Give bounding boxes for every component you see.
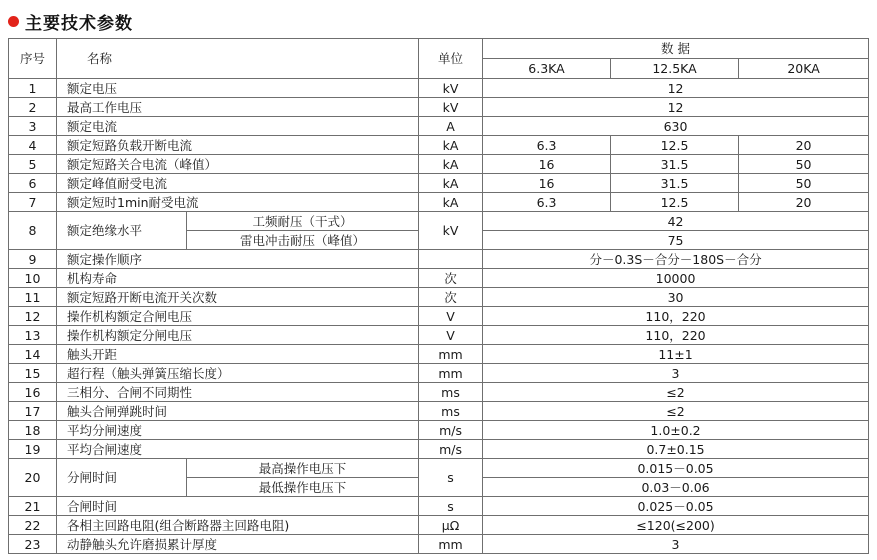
row-value: ≤120(≤200)	[483, 516, 869, 535]
row-name: 额定短路关合电流（峰值）	[57, 155, 419, 174]
table-row	[9, 288, 869, 307]
row-value: 30	[483, 288, 869, 307]
row-name: 额定操作顺序	[57, 250, 419, 269]
table-row	[9, 383, 869, 402]
row-value: 12	[483, 79, 869, 98]
row-unit: kV	[419, 79, 483, 98]
row-unit: m/s	[419, 440, 483, 459]
table-row	[9, 364, 869, 383]
table-row	[9, 193, 869, 212]
table-row	[9, 307, 869, 326]
row-value: 0.7±0.15	[483, 440, 869, 459]
row-value: 1.0±0.2	[483, 421, 869, 440]
table-row	[9, 79, 869, 98]
header-col-6-3ka: 6.3KA	[483, 59, 611, 79]
row-value: 110，220	[483, 326, 869, 345]
row-no: 23	[9, 535, 57, 554]
row-no: 16	[9, 383, 57, 402]
table-row	[9, 98, 869, 117]
row-value: 630	[483, 117, 869, 136]
row-sub-label: 最低操作电压下	[187, 478, 419, 497]
row-value: 110，220	[483, 307, 869, 326]
row-value-6-3ka: 6.3	[483, 136, 611, 155]
table-row	[9, 136, 869, 155]
row-name: 平均分闸速度	[57, 421, 419, 440]
row-no: 7	[9, 193, 57, 212]
row-no: 12	[9, 307, 57, 326]
row-unit: mm	[419, 535, 483, 554]
row-no: 6	[9, 174, 57, 193]
header-unit: 单位	[419, 39, 483, 79]
row-no: 8	[9, 212, 57, 250]
row-value: 11±1	[483, 345, 869, 364]
table-row	[9, 459, 869, 478]
row-unit: kA	[419, 193, 483, 212]
row-value: 3	[483, 535, 869, 554]
header-col-12-5ka: 12.5KA	[611, 59, 739, 79]
row-unit: s	[419, 497, 483, 516]
row-no: 20	[9, 459, 57, 497]
table-row	[9, 421, 869, 440]
row-value-12-5ka: 12.5	[611, 136, 739, 155]
row-unit	[419, 250, 483, 269]
row-value-12-5ka: 12.5	[611, 193, 739, 212]
header-col-20ka: 20KA	[739, 59, 869, 79]
row-name: 超行程（触头弹簧压缩长度）	[57, 364, 419, 383]
table-row	[9, 440, 869, 459]
row-name: 触头开距	[57, 345, 419, 364]
table-row	[9, 212, 869, 231]
table-row	[9, 345, 869, 364]
row-value-20ka: 20	[739, 136, 869, 155]
row-no: 22	[9, 516, 57, 535]
row-value: 0.025－0.05	[483, 497, 869, 516]
row-name: 操作机构额定分闸电压	[57, 326, 419, 345]
row-sub-label: 雷电冲击耐压（峰值）	[187, 231, 419, 250]
row-unit: kA	[419, 174, 483, 193]
table-row	[9, 497, 869, 516]
row-value-20ka: 50	[739, 174, 869, 193]
table-row	[9, 155, 869, 174]
row-value: 0.015－0.05	[483, 459, 869, 478]
row-unit: V	[419, 307, 483, 326]
spec-table	[8, 38, 869, 554]
row-value: 42	[483, 212, 869, 231]
table-row	[9, 326, 869, 345]
row-no: 18	[9, 421, 57, 440]
row-unit: A	[419, 117, 483, 136]
row-name: 三相分、合闸不同期性	[57, 383, 419, 402]
header-row	[9, 39, 869, 59]
row-value-12-5ka: 31.5	[611, 174, 739, 193]
row-unit: ms	[419, 383, 483, 402]
row-name: 额定电压	[57, 79, 419, 98]
row-value: 0.03－0.06	[483, 478, 869, 497]
bullet-icon	[8, 16, 19, 27]
row-no: 5	[9, 155, 57, 174]
row-name: 额定绝缘水平	[57, 212, 187, 250]
row-unit: s	[419, 459, 483, 497]
row-value-6-3ka: 6.3	[483, 193, 611, 212]
row-name: 额定电流	[57, 117, 419, 136]
row-unit: kV	[419, 212, 483, 250]
row-value: ≤2	[483, 402, 869, 421]
row-unit: V	[419, 326, 483, 345]
row-value-20ka: 20	[739, 193, 869, 212]
row-no: 1	[9, 79, 57, 98]
table-row	[9, 117, 869, 136]
row-no: 17	[9, 402, 57, 421]
row-no: 15	[9, 364, 57, 383]
row-sub-label: 工频耐压（干式）	[187, 212, 419, 231]
row-value-12-5ka: 31.5	[611, 155, 739, 174]
row-no: 14	[9, 345, 57, 364]
row-unit: kA	[419, 136, 483, 155]
row-name: 平均合闸速度	[57, 440, 419, 459]
row-no: 21	[9, 497, 57, 516]
row-name: 机构寿命	[57, 269, 419, 288]
table-row	[9, 402, 869, 421]
row-value: 12	[483, 98, 869, 117]
row-name: 额定短路开断电流开关次数	[57, 288, 419, 307]
row-value: ≤2	[483, 383, 869, 402]
row-unit: mm	[419, 345, 483, 364]
row-unit: 次	[419, 288, 483, 307]
row-no: 11	[9, 288, 57, 307]
row-no: 9	[9, 250, 57, 269]
row-value: 10000	[483, 269, 869, 288]
row-name: 触头合闸弹跳时间	[57, 402, 419, 421]
row-name: 操作机构额定合闸电压	[57, 307, 419, 326]
row-unit: μΩ	[419, 516, 483, 535]
row-no: 4	[9, 136, 57, 155]
row-value-20ka: 50	[739, 155, 869, 174]
row-name: 最高工作电压	[57, 98, 419, 117]
row-no: 19	[9, 440, 57, 459]
row-value-6-3ka: 16	[483, 155, 611, 174]
row-name: 合闸时间	[57, 497, 419, 516]
row-name: 额定短时1min耐受电流	[57, 193, 419, 212]
row-no: 3	[9, 117, 57, 136]
row-unit: ms	[419, 402, 483, 421]
row-value: 3	[483, 364, 869, 383]
row-no: 2	[9, 98, 57, 117]
section-title	[8, 8, 133, 34]
table-row	[9, 174, 869, 193]
row-sub-label: 最高操作电压下	[187, 459, 419, 478]
row-name: 动静触头允许磨损累计厚度	[57, 535, 419, 554]
header-no: 序号	[9, 39, 57, 79]
row-value: 75	[483, 231, 869, 250]
row-name: 各相主回路电阻(组合断路器主回路电阻)	[57, 516, 419, 535]
header-data: 数 据	[483, 39, 869, 59]
page-title: 主要技术参数	[25, 13, 133, 34]
row-value-6-3ka: 16	[483, 174, 611, 193]
table-row	[9, 516, 869, 535]
row-no: 13	[9, 326, 57, 345]
row-unit: kA	[419, 155, 483, 174]
row-no: 10	[9, 269, 57, 288]
row-unit: mm	[419, 364, 483, 383]
row-name: 额定短路负载开断电流	[57, 136, 419, 155]
row-value: 分－0.3S－合分－180S－合分	[483, 250, 869, 269]
table-row	[9, 535, 869, 554]
row-name: 分闸时间	[57, 459, 187, 497]
header-name: 名称	[57, 39, 419, 79]
row-unit: kV	[419, 98, 483, 117]
table-row	[9, 269, 869, 288]
row-name: 额定峰值耐受电流	[57, 174, 419, 193]
table-row	[9, 250, 869, 269]
row-unit: 次	[419, 269, 483, 288]
row-unit: m/s	[419, 421, 483, 440]
